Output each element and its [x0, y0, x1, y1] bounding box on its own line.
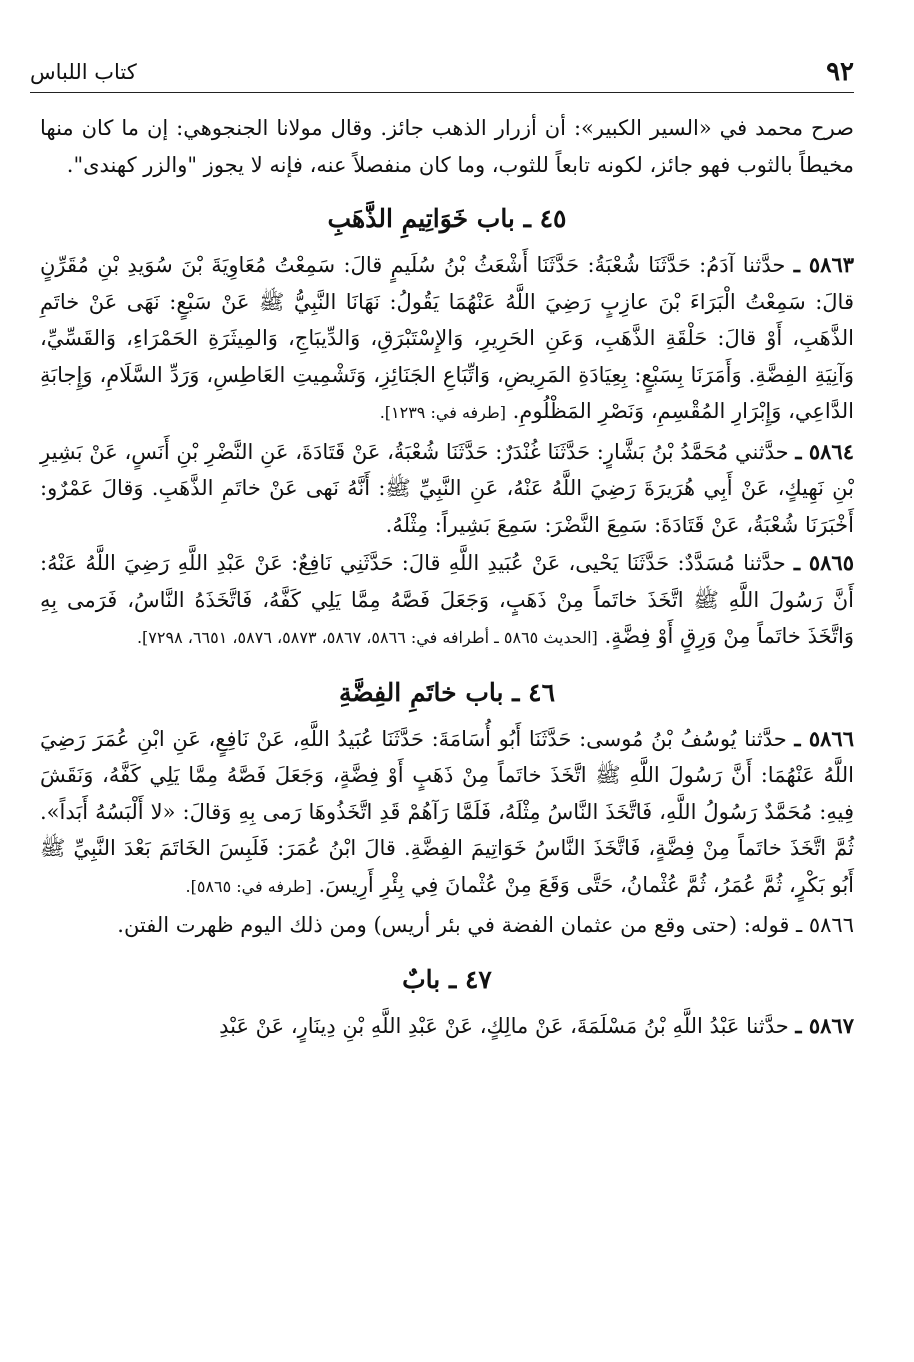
hadith-5864 [40, 434, 854, 544]
hadith-number: ٥٨٦٣ ـ [793, 252, 855, 277]
hadith-text: حدَّثنا مُسَدَّدٌ: حَدَّثَنَا يَحْيى، عَنْ عُبَيدِ اللَّهِ قالَ: حَدَّثَنِي نَافِعٌ: عَنْ عَبْدِ اللَّهِ رَضِيَ اللَّهُ عَنْهُ: أَنَّ رَسُولَ اللَّهِ ﷺ اتَّخَذَ خاتَماً مِنْ ذَهَبٍ، وَجَعَلَ فَصَّهُ مِمَّا يَلِي كَفَّهُ، فَاتَّخَذَهُ النَّاسُ، فَرَمى بِهِ وَاتَّخَذَ خاتَماً مِنْ وَرِقٍ أَوْ فِضَّةٍ. [40, 551, 854, 648]
hadith-number: ٥٨٦٧ ـ [795, 1012, 854, 1038]
page-body [40, 110, 854, 1044]
page-header [30, 52, 854, 93]
hadith-number: ٥٨٦٤ ـ [795, 438, 854, 464]
hadith-number: ٥٨٦٦ ـ [794, 725, 854, 751]
chapter-47-heading: ٤٧ ـ بابٌ [402, 964, 492, 994]
commentary-5866: ٥٨٦٦ ـ قوله: (حتى وقع من عثمان الفضة في بئر أريس) ومن ذلك اليوم ظهرت الفتن. [117, 913, 854, 937]
hadith-text: حدَّثنا عَبْدُ اللَّهِ بْنُ مَسْلَمَةَ، عَنْ مالِكٍ، عَنْ عَبْدِ اللَّهِ بْنِ دِينَارٍ، عَنْ عَبْدِ [219, 1013, 789, 1038]
book-title: كتاب اللباس [30, 60, 137, 84]
cross-reference: [طرفه في: ٥٨٦٥]. [185, 876, 312, 896]
hadith-text: حدَّثنا آدَمُ: حَدَّثَنَا شُعْبَةُ: حَدَّثَنَا أَشْعَثُ بْنُ سُلَيمٍ قالَ: سَمِعْتُ مُعَاوِيَةَ بْنَ سُوَيدِ بْنِ مُقَرِّنٍ قالَ: سَمِعْتُ الْبَرَاءَ بْنَ عازِبٍ رَضِيَ اللَّهُ عَنْهُمَا يَقُولُ: نَهَانَا النَّبِيُّ ﷺ عَنْ سَبْعٍ: نَهَى عَنْ خاتَمِ الذَّهَبِ، أَوْ قالَ: حَلْقَةِ الذَّهَبِ، وَعَنِ الحَرِيرِ، وَالإِسْتَبْرَقِ، وَالدِّيبَاجِ، وَالمِيثَرَةِ الحَمْرَاءِ، وَالقَسِّيِّ، وَآنِيَةِ الفِضَّةِ. وَأَمَرَنَا بِسَبْعٍ: بِعِيَادَةِ المَرِيضِ، وَاتِّبَاعِ الجَنَائِزِ، وَتَشْمِيتِ العَاطِسِ، وَرَدِّ السَّلَامِ، وَإِجابَةِ الدَّاعِي، وَإِبْرَارِ المُقْسِمِ، وَنَصْرِ المَظْلُومِ. [40, 253, 854, 423]
hadith-text: حدَّثنا يُوسُفُ بْنُ مُوسى: حَدَّثَنَا أَبُو أُسَامَةَ: حَدَّثَنَا عُبَيدُ اللَّهِ، عَنْ نَافِعٍ، عَنِ ابْنِ عُمَرَ رَضِيَ اللَّهُ عَنْهُمَا: أَنَّ رَسُولَ اللَّهِ ﷺ اتَّخَذَ خاتَماً مِنْ ذَهَبٍ أَوْ فِضَّةٍ، وَجَعَلَ فَصَّهُ مِمَّا يَلِي كَفَّهُ، وَنَقَشَ فِيهِ: مُحَمَّدٌ رَسُولُ اللَّهِ، فَاتَّخَذَ النَّاسُ مِثْلَهُ، فَلَمَّا رَآهُمْ قَدِ اتَّخَذُوهَا رَمى بِهِ وَقالَ: «لا أَلْبَسُهُ أَبَداً». ثُمَّ اتَّخَذَ خاتَماً مِنْ فِضَّةٍ، فَاتَّخَذَ النَّاسُ خَوَاتِيمَ الفِضَّةِ. قالَ ابْنُ عُمَرَ: فَلَبِسَ الخَاتَمَ بَعْدَ النَّبِيِّ ﷺ أَبُو بَكْرٍ، ثُمَّ عُمَرُ، ثُمَّ عُثْمانُ، حَتَّى وَقَعَ مِنْ عُثْمانَ فِي بِئْرِ أَرِيسَ. [40, 726, 854, 897]
chapter-45-heading: ٤٥ ـ باب خَوَاتِيمِ الذَّهَبِ [327, 204, 567, 233]
hadith-5863 [40, 247, 854, 432]
page-number: ٩٢ [826, 57, 854, 87]
hadith-5865 [40, 545, 854, 657]
hadith-number: ٥٨٦٥ ـ [793, 550, 854, 575]
chapter-46-heading: ٤٦ ـ باب خاتَمِ الفِضَّةِ [338, 677, 556, 707]
cross-reference: [طرفه في: ١٢٣٩]. [379, 403, 506, 422]
hadith-text: حدَّثني مُحَمَّدُ بْنُ بَشَّارٍ: حَدَّثَنَا غُنْدَرٌ: حَدَّثَنَا شُعْبَةُ، عَنْ قَتَادَةَ، عَنِ النَّضْرِ بْنِ أَنَسٍ، عَنْ بَشِيرِ بْنِ نَهِيكٍ، عَنْ أَبِي هُرَيرَةَ رَضِيَ اللَّهُ عَنْهُ، عَنِ النَّبِيِّ ﷺ: أَنَّهُ نَهى عَنْ خاتَمِ الذَّهَبِ. وَقالَ عَمْرٌو: أَخْبَرَنَا شُعْبَةُ، عَنْ قَتَادَةَ: سَمِعَ النَّضْرَ: سَمِعَ بَشِيراً: مِثْلَهُ. [40, 439, 854, 537]
hadith-5866 [40, 721, 854, 906]
cross-reference: [الحديث ٥٨٦٥ ـ أطرافه في: ٥٨٦٦، ٥٨٦٧، ٥٨٧٣، ٥٨٧٦، ٦٦٥١، ٧٢٩٨]. [136, 628, 598, 647]
intro-paragraph: صرح محمد في «السير الكبير»: أن أزرار الذهب جائز. وقال مولانا الجنجوهي: إن ما كان منها مخيطاً بالثوب فهو جائز، لكونه تابعاً للثوب، وما كان منفصلاً عنه، فإنه لا يجوز "والزر كهندى". [40, 116, 854, 177]
hadith-5867 [40, 1008, 854, 1045]
